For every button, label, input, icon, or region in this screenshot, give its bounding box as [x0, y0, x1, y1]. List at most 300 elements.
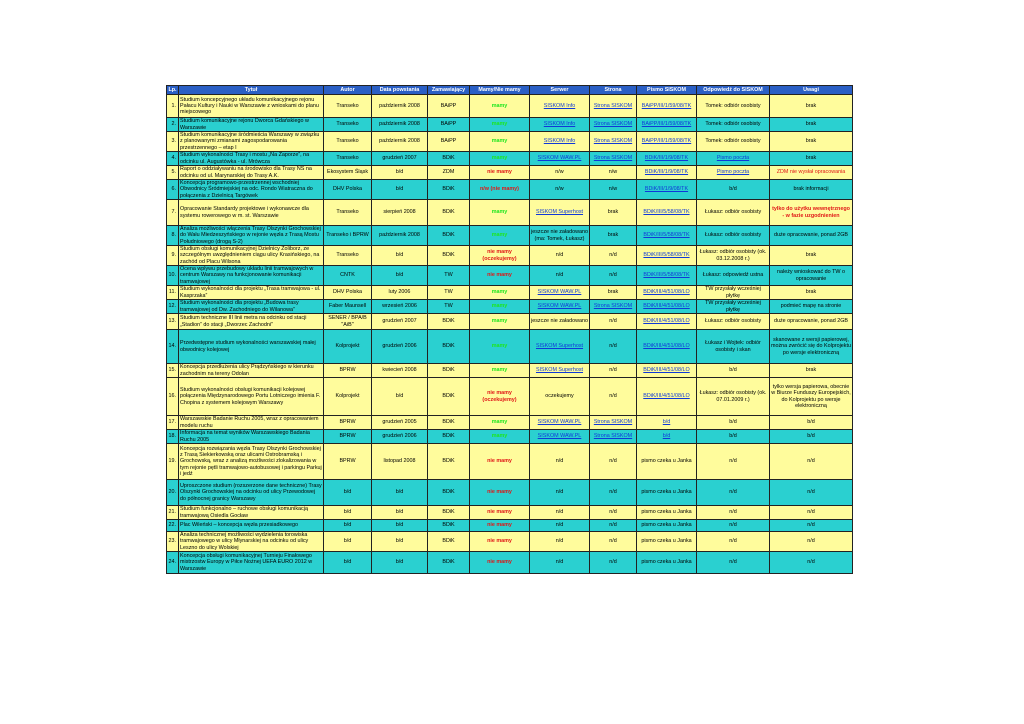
reply-cell[interactable] — [697, 480, 770, 506]
hyperlink[interactable]: Strona SISKOM — [593, 138, 633, 145]
author-cell[interactable] — [324, 444, 372, 480]
date-cell[interactable] — [372, 200, 428, 226]
server-cell[interactable] — [530, 266, 590, 286]
orderer-cell[interactable] — [428, 118, 470, 132]
notes-cell[interactable] — [770, 300, 853, 314]
author-cell[interactable] — [324, 95, 372, 118]
status-cell[interactable] — [470, 552, 530, 574]
server-cell[interactable] — [530, 480, 590, 506]
page-cell[interactable] — [590, 286, 637, 300]
hyperlink[interactable]: SISKOM WAW.PL — [537, 433, 582, 440]
server-cell[interactable] — [530, 364, 590, 378]
author-cell[interactable] — [324, 180, 372, 200]
hyperlink[interactable]: Strona SISKOM — [593, 121, 633, 128]
status-cell[interactable] — [470, 166, 530, 180]
author-cell[interactable] — [324, 166, 372, 180]
notes-cell[interactable] — [770, 416, 853, 430]
date-cell[interactable] — [372, 118, 428, 132]
author-cell[interactable] — [324, 416, 372, 430]
date-cell[interactable] — [372, 378, 428, 416]
hyperlink[interactable]: BDiK/III/1/9/08/TK — [644, 155, 689, 162]
date-cell[interactable] — [372, 430, 428, 444]
server-cell[interactable] — [530, 314, 590, 330]
page-cell[interactable] — [590, 166, 637, 180]
status-cell[interactable] — [470, 246, 530, 266]
date-cell[interactable] — [372, 300, 428, 314]
date-cell[interactable] — [372, 480, 428, 506]
col-header-autor[interactable]: Autor — [324, 86, 372, 95]
row-number-cell[interactable] — [167, 314, 179, 330]
row-number-cell[interactable] — [167, 226, 179, 246]
col-header-serwer[interactable]: Serwer — [530, 86, 590, 95]
reply-cell[interactable] — [697, 200, 770, 226]
col-header-lp[interactable]: Lp. — [168, 86, 177, 93]
date-cell[interactable] — [372, 266, 428, 286]
status-cell[interactable] — [470, 226, 530, 246]
col-header-zamawiajacy[interactable]: Zamawiający — [428, 86, 470, 95]
status-cell[interactable] — [470, 430, 530, 444]
row-number-cell[interactable] — [167, 200, 179, 226]
row-number-cell[interactable] — [167, 520, 179, 532]
row-number-cell[interactable] — [167, 118, 179, 132]
date-cell[interactable] — [372, 166, 428, 180]
row-number-cell[interactable] — [167, 266, 179, 286]
status-cell[interactable] — [470, 506, 530, 520]
notes-cell[interactable] — [770, 118, 853, 132]
author-cell[interactable] — [324, 430, 372, 444]
page-cell[interactable] — [590, 364, 637, 378]
orderer-cell[interactable] — [428, 330, 470, 364]
author-cell[interactable] — [324, 506, 372, 520]
row-number-cell[interactable] — [167, 152, 179, 166]
status-cell[interactable] — [470, 314, 530, 330]
hyperlink[interactable]: BDiK/III/4/51/08/LO — [643, 289, 690, 296]
server-cell[interactable] — [530, 444, 590, 480]
status-cell[interactable] — [470, 200, 530, 226]
page-cell[interactable] — [590, 314, 637, 330]
letter-cell[interactable] — [637, 552, 697, 574]
hyperlink[interactable]: BDiK/III/4/51/08/LO — [643, 367, 690, 374]
title-cell[interactable] — [179, 118, 324, 132]
date-cell[interactable] — [372, 444, 428, 480]
letter-cell[interactable] — [637, 132, 697, 152]
letter-cell[interactable] — [637, 200, 697, 226]
letter-cell[interactable] — [637, 364, 697, 378]
reply-cell[interactable] — [697, 180, 770, 200]
hyperlink[interactable]: SISKOM Superhost — [535, 367, 584, 374]
title-cell[interactable] — [179, 152, 324, 166]
server-cell[interactable] — [530, 132, 590, 152]
title-cell[interactable] — [179, 430, 324, 444]
title-cell[interactable] — [179, 364, 324, 378]
author-cell[interactable] — [324, 330, 372, 364]
row-number-cell[interactable] — [167, 300, 179, 314]
reply-cell[interactable] — [697, 552, 770, 574]
page-cell[interactable] — [590, 300, 637, 314]
orderer-cell[interactable] — [428, 552, 470, 574]
orderer-cell[interactable] — [428, 444, 470, 480]
date-cell[interactable] — [372, 552, 428, 574]
page-cell[interactable] — [590, 480, 637, 506]
status-cell[interactable] — [470, 132, 530, 152]
hyperlink[interactable]: BDiK/III/1/9/08/TK — [644, 169, 689, 176]
col-header-tytul[interactable]: Tytuł — [179, 86, 324, 95]
status-cell[interactable] — [470, 444, 530, 480]
row-number-cell[interactable] — [167, 552, 179, 574]
col-header-odpowiedz[interactable]: Odpowiedź do SISKOM — [697, 86, 770, 95]
page-cell[interactable] — [590, 520, 637, 532]
status-cell[interactable] — [470, 266, 530, 286]
row-number-cell[interactable] — [167, 364, 179, 378]
letter-cell[interactable] — [637, 152, 697, 166]
reply-cell[interactable] — [697, 166, 770, 180]
reply-cell[interactable] — [697, 286, 770, 300]
hyperlink[interactable]: SISKOM WAW.PL — [537, 419, 582, 426]
hyperlink[interactable]: SISKOM WAW.PL — [537, 155, 582, 162]
hyperlink[interactable]: Strona SISKOM — [593, 155, 633, 162]
title-cell[interactable] — [179, 506, 324, 520]
date-cell[interactable] — [372, 246, 428, 266]
hyperlink[interactable]: Pismo poczta — [716, 155, 750, 162]
notes-cell[interactable] — [770, 180, 853, 200]
orderer-cell[interactable] — [428, 430, 470, 444]
server-cell[interactable] — [530, 246, 590, 266]
author-cell[interactable] — [324, 552, 372, 574]
orderer-cell[interactable] — [428, 314, 470, 330]
row-number-cell[interactable] — [167, 506, 179, 520]
server-cell[interactable] — [530, 416, 590, 430]
notes-cell[interactable] — [770, 444, 853, 480]
title-cell[interactable] — [179, 166, 324, 180]
page-cell[interactable] — [590, 552, 637, 574]
col-header-strona[interactable]: Strona — [590, 86, 637, 95]
reply-cell[interactable] — [697, 95, 770, 118]
status-cell[interactable] — [470, 300, 530, 314]
page-cell[interactable] — [590, 226, 637, 246]
reply-cell[interactable] — [697, 152, 770, 166]
reply-cell[interactable] — [697, 416, 770, 430]
page-cell[interactable] — [590, 416, 637, 430]
letter-cell[interactable] — [637, 118, 697, 132]
reply-cell[interactable] — [697, 520, 770, 532]
title-cell[interactable] — [179, 480, 324, 506]
reply-cell[interactable] — [697, 266, 770, 286]
page-cell[interactable] — [590, 132, 637, 152]
letter-cell[interactable] — [637, 95, 697, 118]
date-cell[interactable] — [372, 330, 428, 364]
author-cell[interactable] — [324, 118, 372, 132]
server-cell[interactable] — [530, 152, 590, 166]
row-number-cell[interactable] — [167, 430, 179, 444]
author-cell[interactable] — [324, 132, 372, 152]
server-cell[interactable] — [530, 532, 590, 552]
date-cell[interactable] — [372, 226, 428, 246]
notes-cell[interactable] — [770, 480, 853, 506]
orderer-cell[interactable] — [428, 520, 470, 532]
author-cell[interactable] — [324, 226, 372, 246]
status-cell[interactable] — [470, 286, 530, 300]
page-cell[interactable] — [590, 506, 637, 520]
title-cell[interactable] — [179, 200, 324, 226]
page-cell[interactable] — [590, 152, 637, 166]
orderer-cell[interactable] — [428, 300, 470, 314]
date-cell[interactable] — [372, 286, 428, 300]
notes-cell[interactable] — [770, 266, 853, 286]
hyperlink[interactable]: BAiPP/III/1/59/08/TK — [641, 138, 692, 145]
author-cell[interactable] — [324, 286, 372, 300]
letter-cell[interactable] — [637, 300, 697, 314]
server-cell[interactable] — [530, 286, 590, 300]
status-cell[interactable] — [470, 330, 530, 364]
date-cell[interactable] — [372, 95, 428, 118]
hyperlink[interactable]: BDiK/III/4/51/08/LO — [643, 303, 690, 310]
date-cell[interactable] — [372, 520, 428, 532]
reply-cell[interactable] — [697, 378, 770, 416]
author-cell[interactable] — [324, 480, 372, 506]
orderer-cell[interactable] — [428, 364, 470, 378]
status-cell[interactable] — [470, 480, 530, 506]
title-cell[interactable] — [179, 416, 324, 430]
author-cell[interactable] — [324, 520, 372, 532]
orderer-cell[interactable] — [428, 226, 470, 246]
title-cell[interactable] — [179, 520, 324, 532]
orderer-cell[interactable] — [428, 246, 470, 266]
row-number-cell[interactable] — [167, 330, 179, 364]
row-number-cell[interactable] — [167, 132, 179, 152]
server-cell[interactable] — [530, 378, 590, 416]
title-cell[interactable] — [179, 330, 324, 364]
title-cell[interactable] — [179, 314, 324, 330]
reply-cell[interactable] — [697, 364, 770, 378]
row-number-cell[interactable] — [167, 378, 179, 416]
author-cell[interactable] — [324, 300, 372, 314]
page-cell[interactable] — [590, 266, 637, 286]
reply-cell[interactable] — [697, 314, 770, 330]
notes-cell[interactable] — [770, 314, 853, 330]
hyperlink[interactable]: b/d — [662, 419, 671, 426]
server-cell[interactable] — [530, 95, 590, 118]
status-cell[interactable] — [470, 378, 530, 416]
server-cell[interactable] — [530, 506, 590, 520]
server-cell[interactable] — [530, 166, 590, 180]
author-cell[interactable] — [324, 246, 372, 266]
hyperlink[interactable]: Strona SISKOM — [593, 303, 633, 310]
date-cell[interactable] — [372, 314, 428, 330]
orderer-cell[interactable] — [428, 506, 470, 520]
hyperlink[interactable]: SISKOM Info — [543, 138, 576, 145]
letter-cell[interactable] — [637, 286, 697, 300]
author-cell[interactable] — [324, 266, 372, 286]
author-cell[interactable] — [324, 364, 372, 378]
author-cell[interactable] — [324, 200, 372, 226]
notes-cell[interactable] — [770, 166, 853, 180]
page-cell[interactable] — [590, 180, 637, 200]
orderer-cell[interactable] — [428, 200, 470, 226]
title-cell[interactable] — [179, 95, 324, 118]
reply-cell[interactable] — [697, 444, 770, 480]
row-number-cell[interactable] — [167, 95, 179, 118]
hyperlink[interactable]: BDiK/III/5/58/08/TK — [643, 272, 690, 279]
server-cell[interactable] — [530, 200, 590, 226]
orderer-cell[interactable] — [428, 286, 470, 300]
notes-cell[interactable] — [770, 132, 853, 152]
notes-cell[interactable] — [770, 330, 853, 364]
orderer-cell[interactable] — [428, 378, 470, 416]
page-cell[interactable] — [590, 532, 637, 552]
page-cell[interactable] — [590, 378, 637, 416]
orderer-cell[interactable] — [428, 166, 470, 180]
reply-cell[interactable] — [697, 506, 770, 520]
hyperlink[interactable]: BAiPP/III/1/59/08/TK — [641, 121, 692, 128]
date-cell[interactable] — [372, 416, 428, 430]
server-cell[interactable] — [530, 330, 590, 364]
hyperlink[interactable]: SISKOM Superhost — [535, 343, 584, 350]
status-cell[interactable] — [470, 95, 530, 118]
row-number-cell[interactable] — [167, 444, 179, 480]
date-cell[interactable] — [372, 506, 428, 520]
notes-cell[interactable] — [770, 200, 853, 226]
col-header-uwagi[interactable]: Uwagi — [770, 86, 853, 95]
title-cell[interactable] — [179, 180, 324, 200]
letter-cell[interactable] — [637, 378, 697, 416]
reply-cell[interactable] — [697, 532, 770, 552]
title-cell[interactable] — [179, 378, 324, 416]
letter-cell[interactable] — [637, 416, 697, 430]
reply-cell[interactable] — [697, 226, 770, 246]
orderer-cell[interactable] — [428, 416, 470, 430]
notes-cell[interactable] — [770, 226, 853, 246]
hyperlink[interactable]: BDiK/III/5/58/08/TK — [643, 252, 690, 259]
title-cell[interactable] — [179, 286, 324, 300]
row-number-cell[interactable] — [167, 180, 179, 200]
letter-cell[interactable] — [637, 480, 697, 506]
author-cell[interactable] — [324, 152, 372, 166]
page-cell[interactable] — [590, 95, 637, 118]
hyperlink[interactable]: Pismo poczta — [716, 169, 750, 176]
letter-cell[interactable] — [637, 444, 697, 480]
page-cell[interactable] — [590, 430, 637, 444]
hyperlink[interactable]: SISKOM WAW.PL — [537, 289, 582, 296]
date-cell[interactable] — [372, 132, 428, 152]
reply-cell[interactable] — [697, 300, 770, 314]
hyperlink[interactable]: b/d — [662, 433, 671, 440]
letter-cell[interactable] — [637, 430, 697, 444]
letter-cell[interactable] — [637, 314, 697, 330]
page-cell[interactable] — [590, 118, 637, 132]
title-cell[interactable] — [179, 300, 324, 314]
server-cell[interactable] — [530, 430, 590, 444]
title-cell[interactable] — [179, 532, 324, 552]
row-number-cell[interactable] — [167, 166, 179, 180]
notes-cell[interactable] — [770, 95, 853, 118]
date-cell[interactable] — [372, 180, 428, 200]
title-cell[interactable] — [179, 266, 324, 286]
title-cell[interactable] — [179, 246, 324, 266]
notes-cell[interactable] — [770, 364, 853, 378]
notes-cell[interactable] — [770, 430, 853, 444]
col-header-data[interactable]: Data powstania — [372, 86, 428, 95]
orderer-cell[interactable] — [428, 266, 470, 286]
hyperlink[interactable]: Strona SISKOM — [593, 102, 633, 109]
status-cell[interactable] — [470, 152, 530, 166]
hyperlink[interactable]: BDiK/III/1/9/08/TK — [644, 186, 689, 193]
reply-cell[interactable] — [697, 132, 770, 152]
title-cell[interactable] — [179, 444, 324, 480]
notes-cell[interactable] — [770, 246, 853, 266]
letter-cell[interactable] — [637, 532, 697, 552]
hyperlink[interactable]: SISKOM Superhost — [535, 209, 584, 216]
hyperlink[interactable]: Strona SISKOM — [593, 433, 633, 440]
reply-cell[interactable] — [697, 246, 770, 266]
letter-cell[interactable] — [637, 506, 697, 520]
notes-cell[interactable] — [770, 152, 853, 166]
hyperlink[interactable]: BDiK/III/5/58/08/TK — [643, 232, 690, 239]
author-cell[interactable] — [324, 532, 372, 552]
letter-cell[interactable] — [637, 266, 697, 286]
letter-cell[interactable] — [637, 226, 697, 246]
status-cell[interactable] — [470, 180, 530, 200]
hyperlink[interactable]: BAiPP/III/1/59/08/TK — [641, 102, 692, 109]
row-number-cell[interactable] — [167, 286, 179, 300]
hyperlink[interactable]: BDiK/III/4/51/08/LO — [643, 393, 690, 400]
orderer-cell[interactable] — [428, 180, 470, 200]
orderer-cell[interactable] — [428, 480, 470, 506]
page-cell[interactable] — [590, 200, 637, 226]
row-number-cell[interactable] — [167, 480, 179, 506]
author-cell[interactable] — [324, 378, 372, 416]
reply-cell[interactable] — [697, 430, 770, 444]
hyperlink[interactable]: SISKOM Info — [543, 121, 576, 128]
author-cell[interactable] — [324, 314, 372, 330]
notes-cell[interactable] — [770, 532, 853, 552]
notes-cell[interactable] — [770, 286, 853, 300]
letter-cell[interactable] — [637, 166, 697, 180]
hyperlink[interactable]: SISKOM WAW.PL — [537, 303, 582, 310]
server-cell[interactable] — [530, 520, 590, 532]
title-cell[interactable] — [179, 226, 324, 246]
page-cell[interactable] — [590, 444, 637, 480]
hyperlink[interactable]: BDiK/III/4/51/08/LO — [643, 318, 690, 325]
date-cell[interactable] — [372, 532, 428, 552]
orderer-cell[interactable] — [428, 132, 470, 152]
letter-cell[interactable] — [637, 246, 697, 266]
hyperlink[interactable]: BDiK/III/4/51/08/LO — [643, 343, 690, 350]
notes-cell[interactable] — [770, 552, 853, 574]
status-cell[interactable] — [470, 532, 530, 552]
letter-cell[interactable] — [637, 330, 697, 364]
row-number-cell[interactable] — [167, 532, 179, 552]
letter-cell[interactable] — [637, 180, 697, 200]
reply-cell[interactable] — [697, 330, 770, 364]
page-cell[interactable] — [590, 246, 637, 266]
row-number-cell[interactable] — [167, 416, 179, 430]
notes-cell[interactable] — [770, 506, 853, 520]
server-cell[interactable] — [530, 118, 590, 132]
col-header-mamy[interactable]: Mamy/Nie mamy — [470, 86, 530, 95]
server-cell[interactable] — [530, 180, 590, 200]
hyperlink[interactable]: BDiK/III/5/58/08/TK — [643, 209, 690, 216]
col-header-pismo[interactable]: Pismo SISKOM — [637, 86, 697, 95]
date-cell[interactable] — [372, 152, 428, 166]
server-cell[interactable] — [530, 226, 590, 246]
reply-cell[interactable] — [697, 118, 770, 132]
status-cell[interactable] — [470, 416, 530, 430]
notes-cell[interactable] — [770, 520, 853, 532]
orderer-cell[interactable] — [428, 95, 470, 118]
status-cell[interactable] — [470, 118, 530, 132]
page-cell[interactable] — [590, 330, 637, 364]
orderer-cell[interactable] — [428, 152, 470, 166]
